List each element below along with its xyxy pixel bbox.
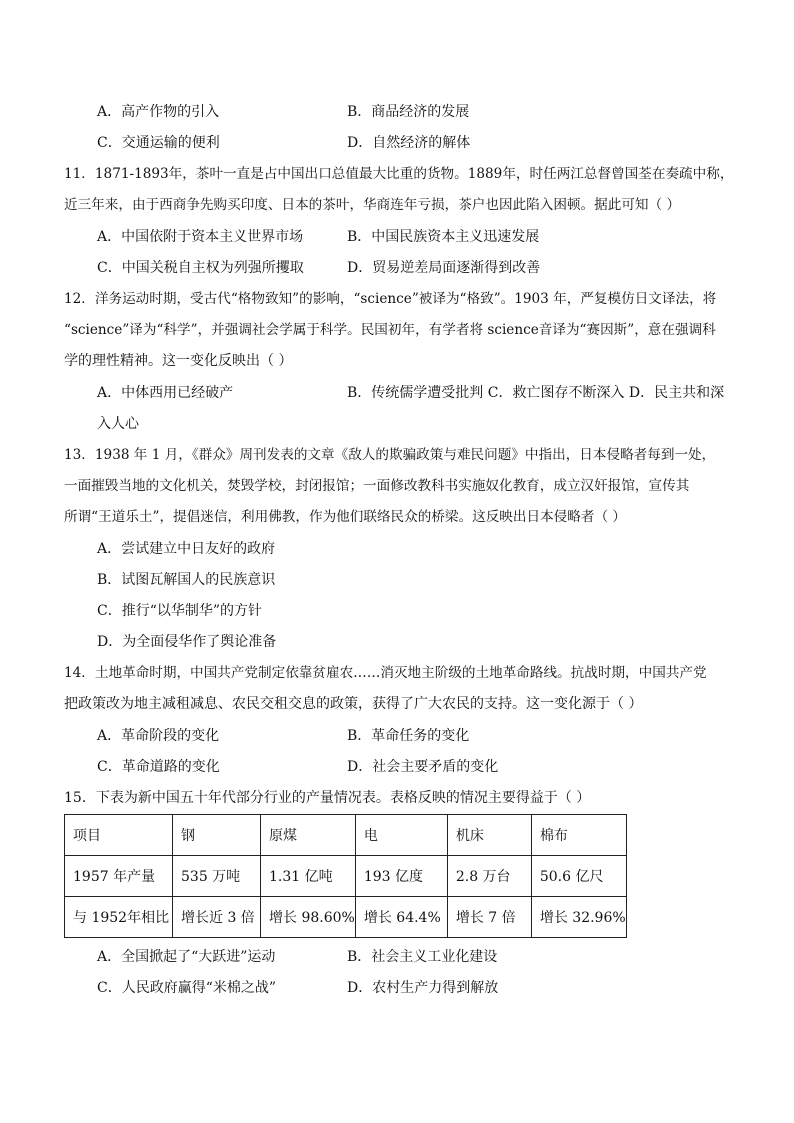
q15-production-table (64, 814, 627, 938)
q11-option-a: A．中国依附于资本主义世界市场 (97, 229, 304, 245)
q12-stem-line-3: 学的理性精神。这一变化反映出（ ） (64, 353, 293, 369)
table-header-row (65, 815, 627, 856)
q11-option-d: D．贸易逆差局面逐渐得到改善 (347, 260, 541, 276)
table-row (65, 856, 627, 897)
q14-option-c: C．革命道路的变化 (97, 759, 220, 775)
table-cell: 增长近 3 倍 (173, 897, 261, 938)
table-cell: 与 1952年相比 (65, 897, 173, 938)
q11-stem-line-2: 近三年来，由于西商争先购买印度、日本的茶叶，华商连年亏损，茶户也因此陷入困顿。据此可知（ ） (64, 197, 681, 213)
q12-options-b-c-d: B．传统儒学遭受批判 C．救亡图存不断深入 D．民主共和深 (347, 385, 725, 401)
table-cell: 1957 年产量 (65, 856, 173, 897)
q13-option-c: C．推行“以华制华”的方针 (97, 603, 263, 619)
q13-option-b: B．试图瓦解国人的民族意识 (97, 572, 276, 588)
q11-option-b: B．中国民族资本主义迅速发展 (347, 229, 540, 245)
table-cell: 1.31 亿吨 (261, 856, 356, 897)
q13-stem-line-3: 所谓“王道乐土”，提倡迷信，利用佛教，作为他们联络民众的桥梁。这反映出日本侵略者（ ） (64, 509, 626, 525)
table-header-cell: 钢 (173, 815, 261, 856)
q11-option-c: C．中国关税自主权为列强所攫取 (97, 260, 304, 276)
q15-option-a: A．全国掀起了“大跃进”运动 (97, 949, 276, 965)
q13-stem-line-2: 一面摧毁当地的文化机关，焚毁学校，封闭报馆；一面修改教科书实施奴化教育，成立汉奸报馆，宣传其 (64, 478, 690, 494)
q14-stem-line-1: 14．土地革命时期，中国共产党制定依靠贫雇农……消灭地主阶级的土地革命路线。抗战时期，中国共产党 (64, 665, 707, 681)
table-header-cell: 电 (355, 815, 447, 856)
table-cell: 193 亿度 (355, 856, 447, 897)
table-header-cell: 机床 (447, 815, 531, 856)
q14-option-a: A．革命阶段的变化 (97, 728, 220, 744)
q12-option-a: A．中体西用已经破产 (97, 385, 234, 401)
q12-option-d-continued: 入人心 (97, 416, 139, 432)
q15-option-c: C．人民政府赢得“米棉之战” (97, 980, 277, 996)
q14-option-b: B．革命任务的变化 (347, 728, 470, 744)
q10-option-a: A．高产作物的引入 (97, 104, 220, 120)
table-header-cell: 原煤 (261, 815, 356, 856)
table-cell: 增长 64.4% (355, 897, 447, 938)
q11-stem-line-1: 11．1871-1893年，茶叶一直是占中国出口总值最大比重的货物。1889年，时任两江总督曾国荃在奏疏中称， (64, 166, 734, 182)
table-cell: 增长 32.96% (531, 897, 626, 938)
q15-option-b: B．社会主义工业化建设 (347, 949, 498, 965)
q14-stem-line-2: 把政策改为地主减租减息、农民交租交息的政策，获得了广大农民的支持。这一变化源于（ ） (64, 696, 643, 712)
table-header-cell: 棉布 (531, 815, 626, 856)
q10-option-c: C．交通运输的便利 (97, 135, 220, 151)
table-header-cell: 项目 (65, 815, 173, 856)
q15-stem-line-1: 15．下表为新中国五十年代部分行业的产量情况表。表格反映的情况主要得益于（ ） (64, 790, 591, 806)
q14-option-d: D．社会主要矛盾的变化 (347, 759, 499, 775)
table-cell: 535 万吨 (173, 856, 261, 897)
q13-option-a: A．尝试建立中日友好的政府 (97, 541, 276, 557)
table-cell: 2.8 万台 (447, 856, 531, 897)
table-cell: 增长 98.60% (261, 897, 356, 938)
q10-option-d: D．自然经济的解体 (347, 135, 471, 151)
q10-option-b: B．商品经济的发展 (347, 104, 470, 120)
table-row (65, 897, 627, 938)
q15-option-d: D．农村生产力得到解放 (347, 980, 499, 996)
table-cell: 增长 7 倍 (447, 897, 531, 938)
q13-stem-line-1: 13．1938 年 1 月，《群众》周刊发表的文章《敌人的欺骗政策与难民问题》中指出，日本侵略者每到一处， (64, 447, 716, 463)
q12-stem-line-2: “science”译为“科学”，并强调社会学属于科学。民国初年，有学者将 science音译为“赛因斯”，意在强调科 (64, 322, 716, 338)
q12-stem-line-1: 12．洋务运动时期，受古代“格物致知”的影响，“science”被译为“格致”。1903 年，严复模仿日文译法，将 (64, 291, 717, 307)
table-cell: 50.6 亿尺 (531, 856, 626, 897)
q13-option-d: D．为全面侵华作了舆论准备 (97, 634, 277, 650)
